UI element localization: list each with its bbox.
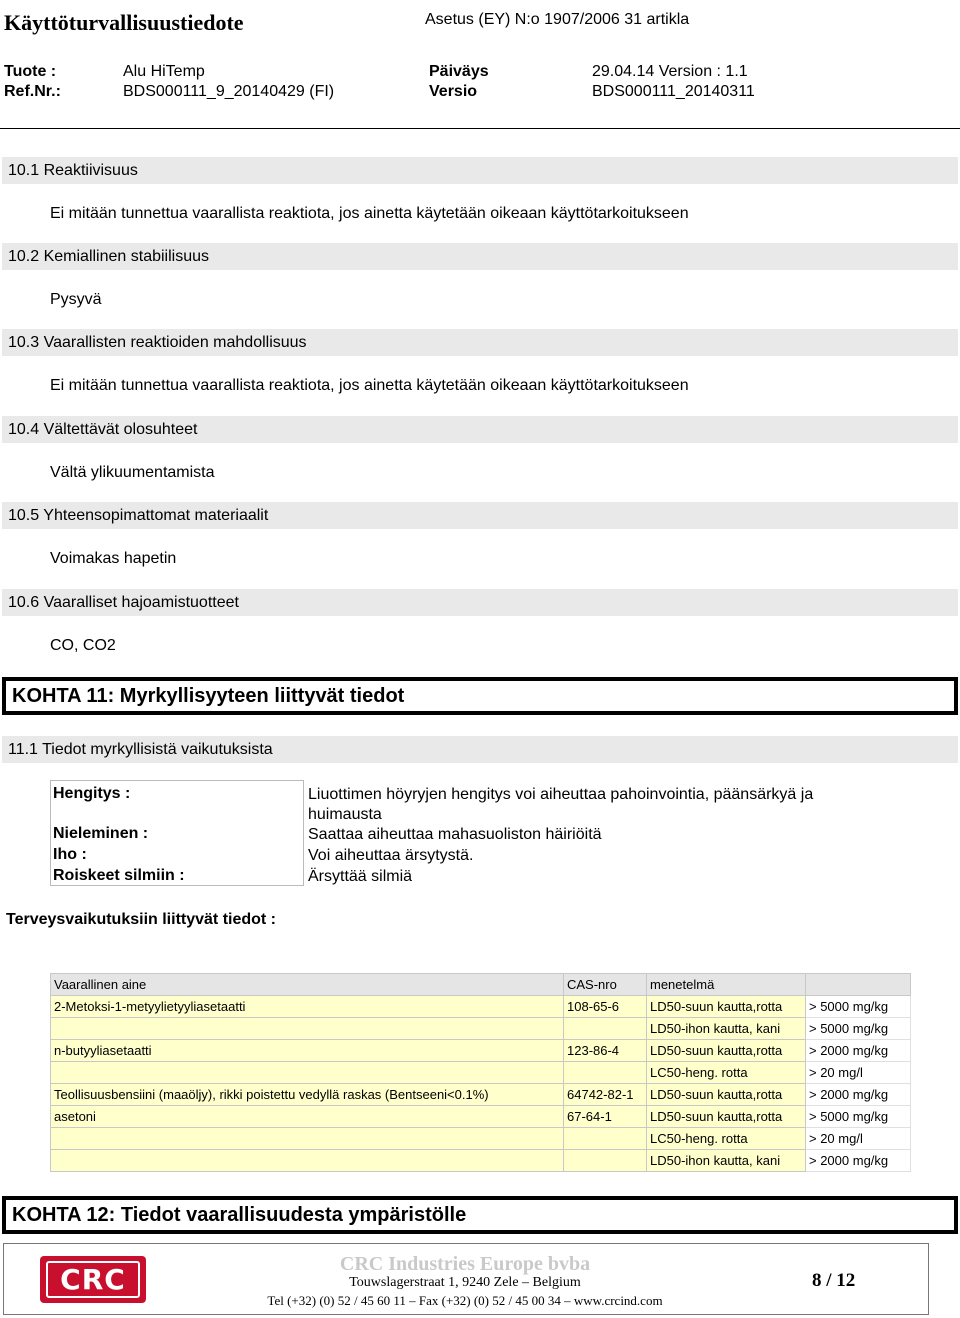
method-cell: LD50-suun kautta,rotta [647, 1040, 806, 1062]
method-cell: LD50-suun kautta,rotta [647, 1106, 806, 1128]
effect-label-inhalation: Hengitys : [53, 785, 131, 802]
effect-value-ingestion: Saattaa aiheuttaa mahasuoliston häiriöitä [308, 826, 602, 843]
section-10-6-heading: 10.6 Vaaralliset hajoamistuotteet [2, 589, 958, 616]
effect-value-inhalation: Liuottimen höyryjen hengitys voi aiheuttaa pahoinvointia, päänsärkyä ja huimausta [308, 786, 814, 823]
method-cell: LD50-ihon kautta, kani [647, 1018, 806, 1040]
page-number: 8 / 12 [812, 1270, 856, 1291]
substance-cell [51, 1018, 564, 1040]
cas-cell: 123-86-4 [564, 1040, 647, 1062]
company-contact: Tel (+32) (0) 52 / 45 60 11 – Fax (+32) (0) 52 / 45 00 34 – www.crcind.com [267, 1293, 663, 1308]
cas-cell [564, 1128, 647, 1150]
table-row [51, 1018, 911, 1040]
table-row [51, 1128, 911, 1150]
health-effects-label: Terveysvaikutuksiin liittyvät tiedot : [6, 911, 277, 928]
value-cell: > 20 mg/l [806, 1062, 911, 1084]
header-divider [0, 128, 960, 129]
cas-cell [564, 1062, 647, 1084]
section-10-4-heading: 10.4 Vältettävät olosuhteet [2, 416, 958, 443]
cas-cell: 108-65-6 [564, 996, 647, 1018]
col-header-substance: Vaarallinen aine [51, 974, 564, 996]
version-value: BDS000111_20140311 [592, 83, 755, 100]
ref-value: BDS000111_9_20140429 (FI) [123, 83, 335, 100]
effect-label-eyes: Roiskeet silmiin : [53, 867, 185, 884]
toxicity-table [50, 973, 911, 1172]
date-value: 29.04.14 Version : 1.1 [592, 63, 748, 80]
kohta-12-title: KOHTA 12: Tiedot vaarallisuudesta ympäristölle [2, 1196, 958, 1234]
regulation-reference: Asetus (EY) N:o 1907/2006 31 artikla [425, 11, 690, 28]
value-cell: > 5000 mg/kg [806, 1106, 911, 1128]
effect-value-skin: Voi aiheuttaa ärsytystä. [308, 847, 474, 864]
ref-label: Ref.Nr.: [4, 83, 61, 100]
substance-cell [51, 1128, 564, 1150]
method-cell: LC50-heng. rotta [647, 1062, 806, 1084]
crc-logo [40, 1256, 146, 1303]
section-10-1-heading: 10.1 Reaktiivisuus [2, 157, 958, 184]
section-10-4-text: Vältä ylikuumentamista [50, 464, 215, 481]
section-10-2-heading: 10.2 Kemiallinen stabiilisuus [2, 243, 958, 270]
substance-cell [51, 1062, 564, 1084]
kohta-11-title: KOHTA 11: Myrkyllisyyteen liittyvät tiedot [2, 677, 958, 715]
company-name: CRC Industries Europe bvba [339, 1253, 591, 1275]
value-cell: > 2000 mg/kg [806, 1084, 911, 1106]
version-label: Versio [429, 83, 478, 100]
substance-cell: 2-Metoksi-1-metyylietyyliasetaatti [51, 996, 564, 1018]
product-value: Alu HiTemp [123, 63, 205, 80]
col-header-method: menetelmä [647, 974, 806, 996]
method-cell: LD50-ihon kautta, kani [647, 1150, 806, 1172]
cas-cell [564, 1150, 647, 1172]
cas-cell: 67-64-1 [564, 1106, 647, 1128]
method-cell: LC50-heng. rotta [647, 1128, 806, 1150]
effect-value-eyes: Ärsyttää silmiä [308, 868, 413, 885]
table-row [51, 1150, 911, 1172]
value-cell: > 5000 mg/kg [806, 996, 911, 1018]
company-address: Touwslagerstraat 1, 9240 Zele – Belgium [349, 1275, 581, 1290]
section-10-1-text: Ei mitään tunnettua vaarallista reaktiota, jos ainetta käytetään oikeaan käyttötarkoitukseen [50, 205, 689, 222]
value-cell: > 2000 mg/kg [806, 1150, 911, 1172]
table-row [51, 1062, 911, 1084]
table-row [51, 1040, 911, 1062]
section-10-6-text: CO, CO2 [50, 637, 116, 654]
product-label: Tuote : [4, 63, 57, 80]
table-row [51, 1106, 911, 1128]
table-header-row [51, 974, 911, 996]
substance-cell: Teollisuusbensiini (maaöljy), rikki poistettu vedyllä raskas (Bentseeni<0.1%) [51, 1084, 564, 1106]
section-10-3-heading: 10.3 Vaarallisten reaktioiden mahdollisuus [2, 329, 958, 356]
col-header-value [806, 974, 911, 996]
value-cell: > 5000 mg/kg [806, 1018, 911, 1040]
substance-cell [51, 1150, 564, 1172]
method-cell: LD50-suun kautta,rotta [647, 996, 806, 1018]
section-11-1-heading: 11.1 Tiedot myrkyllisistä vaikutuksista [2, 736, 958, 763]
table-row [51, 1084, 911, 1106]
effect-label-skin: Iho : [53, 846, 87, 863]
substance-cell: asetoni [51, 1106, 564, 1128]
date-label: Päiväys [429, 63, 489, 80]
document-title: Käyttöturvallisuustiedote [4, 10, 244, 35]
section-10-5-heading: 10.5 Yhteensopimattomat materiaalit [2, 502, 958, 529]
section-10-2-text: Pysyvä [50, 291, 102, 308]
crc-logo-text: CRC [46, 1261, 140, 1298]
col-header-cas: CAS-nro [564, 974, 647, 996]
table-row [51, 996, 911, 1018]
cas-cell: 64742-82-1 [564, 1084, 647, 1106]
effect-label-ingestion: Nieleminen : [53, 825, 149, 842]
cas-cell [564, 1018, 647, 1040]
value-cell: > 2000 mg/kg [806, 1040, 911, 1062]
substance-cell: n-butyyliasetaatti [51, 1040, 564, 1062]
section-10-5-text: Voimakas hapetin [50, 550, 177, 567]
value-cell: > 20 mg/l [806, 1128, 911, 1150]
section-10-3-text: Ei mitään tunnettua vaarallista reaktiota, jos ainetta käytetään oikeaan käyttötarkoitukseen [50, 377, 689, 394]
method-cell: LD50-suun kautta,rotta [647, 1084, 806, 1106]
